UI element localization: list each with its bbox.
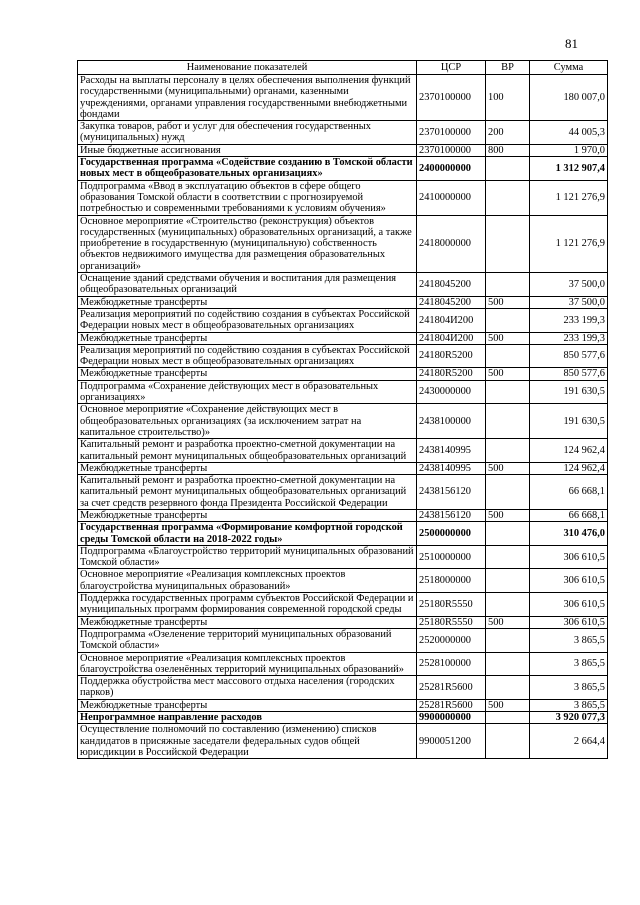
indicator-name-cell: Основное мероприятие «Строительство (реконструкция) объектов государственных (муниципальных) образовательных организаций, а также приобретение в государственную (муниципальную) собственность объектов недвижимого имущества для размещения образовательных организаций» [78, 215, 417, 272]
vr-code-cell [486, 593, 530, 617]
indicator-name-cell: Межбюджетные трансферты [78, 462, 417, 474]
indicator-name-cell: Межбюджетные трансферты [78, 368, 417, 380]
csr-code-cell: 2438156120 [417, 509, 486, 521]
indicator-name-cell: Подпрограмма «Ввод в эксплуатацию объектов в сфере общего образования Томской области в соответствии с прогнозируемой потребностью и современными требованиями к условиям обучения» [78, 180, 417, 215]
vr-code-cell [486, 545, 530, 569]
table-row [78, 569, 608, 593]
indicator-name-cell: Основное мероприятие «Реализация комплексных проектов благоустройства муниципальных образований» [78, 569, 417, 593]
csr-code-cell: 25180R5550 [417, 616, 486, 628]
page-number: 81 [565, 36, 578, 51]
table-header-row [78, 61, 608, 75]
amount-cell: 44 005,3 [530, 121, 608, 145]
csr-code-cell: 2510000000 [417, 545, 486, 569]
vr-code-cell [486, 652, 530, 676]
amount-cell: 850 577,6 [530, 344, 608, 368]
amount-cell: 3 865,5 [530, 628, 608, 652]
table-row [78, 157, 608, 181]
table-row [78, 699, 608, 711]
amount-cell: 180 007,0 [530, 75, 608, 121]
csr-code-cell: 2418000000 [417, 215, 486, 272]
table-row [78, 509, 608, 521]
budget-table [77, 60, 608, 759]
csr-code-cell: 25281R5600 [417, 676, 486, 700]
table-row [78, 380, 608, 404]
csr-code-cell: 24180R5200 [417, 344, 486, 368]
indicator-name-cell: Поддержка государственных программ субъектов Российской Федерации и муниципальных программ формирования современной городской среды [78, 593, 417, 617]
amount-cell: 1 121 276,9 [530, 215, 608, 272]
csr-code-cell: 9900051200 [417, 724, 486, 759]
indicator-name-cell: Основное мероприятие «Сохранение действующих мест в общеобразовательных организациях (за исключением затрат на капитальное строительство)» [78, 404, 417, 439]
indicator-name-cell: Межбюджетные трансферты [78, 509, 417, 521]
vr-code-cell [486, 475, 530, 510]
indicator-name-cell: Поддержка обустройства мест массового отдыха населения (городских парков) [78, 676, 417, 700]
vr-code-cell: 500 [486, 699, 530, 711]
amount-cell: 1 970,0 [530, 144, 608, 156]
indicator-name-cell: Реализация мероприятий по содействию создания в субъектах Российской Федерации новых мест в общеобразовательных организациях [78, 308, 417, 332]
table-row [78, 593, 608, 617]
table-row [78, 75, 608, 121]
amount-cell: 233 199,3 [530, 308, 608, 332]
amount-cell: 124 962,4 [530, 439, 608, 463]
indicator-name-cell: Межбюджетные трансферты [78, 616, 417, 628]
amount-cell: 233 199,3 [530, 332, 608, 344]
csr-code-cell: 2430000000 [417, 380, 486, 404]
indicator-name-cell: Расходы на выплаты персоналу в целях обеспечения выполнения функций государственными (муниципальными) органами, казенными учреждениями, органами управления государственными внебюджетными фондами [78, 75, 417, 121]
column-header-name: Наименование показателей [78, 61, 417, 75]
amount-cell: 306 610,5 [530, 569, 608, 593]
vr-code-cell [486, 724, 530, 759]
table-row [78, 296, 608, 308]
table-row [78, 144, 608, 156]
indicator-name-cell: Оснащение зданий средствами обучения и воспитания для размещения общеобразовательных организаций [78, 273, 417, 297]
table-row [78, 462, 608, 474]
indicator-name-cell: Основное мероприятие «Реализация комплексных проектов благоустройства озеленённых территорий муниципальных образований» [78, 652, 417, 676]
indicator-name-cell: Осуществление полномочий по составлению (изменению) списков кандидатов в присяжные заседатели федеральных судов общей юрисдикции в Российской Федерации [78, 724, 417, 759]
indicator-name-cell: Непрограммное направление расходов [78, 712, 417, 724]
vr-code-cell: 500 [486, 368, 530, 380]
vr-code-cell [486, 344, 530, 368]
vr-code-cell: 500 [486, 509, 530, 521]
table-row [78, 628, 608, 652]
vr-code-cell [486, 439, 530, 463]
table-row [78, 180, 608, 215]
indicator-name-cell: Закупка товаров, работ и услуг для обеспечения государственных (муниципальных) нужд [78, 121, 417, 145]
amount-cell: 306 610,5 [530, 616, 608, 628]
column-header-vr: ВР [486, 61, 530, 75]
table-row [78, 308, 608, 332]
amount-cell: 191 630,5 [530, 404, 608, 439]
table-row [78, 332, 608, 344]
amount-cell: 3 865,5 [530, 652, 608, 676]
vr-code-cell: 500 [486, 616, 530, 628]
amount-cell: 2 664,4 [530, 724, 608, 759]
indicator-name-cell: Подпрограмма «Благоустройство территорий муниципальных образований Томской области» [78, 545, 417, 569]
csr-code-cell: 2438140995 [417, 462, 486, 474]
indicator-name-cell: Иные бюджетные ассигнования [78, 144, 417, 156]
vr-code-cell [486, 215, 530, 272]
vr-code-cell [486, 273, 530, 297]
vr-code-cell [486, 180, 530, 215]
vr-code-cell [486, 569, 530, 593]
csr-code-cell: 2500000000 [417, 522, 486, 546]
csr-code-cell: 2438140995 [417, 439, 486, 463]
vr-code-cell [486, 712, 530, 724]
table-row [78, 545, 608, 569]
amount-cell: 66 668,1 [530, 475, 608, 510]
vr-code-cell: 500 [486, 332, 530, 344]
table-row [78, 273, 608, 297]
vr-code-cell [486, 157, 530, 181]
table-row [78, 712, 608, 724]
indicator-name-cell: Капитальный ремонт и разработка проектно-сметной документации на капитальный ремонт муниципальных общеобразовательных организаций [78, 439, 417, 463]
amount-cell: 37 500,0 [530, 296, 608, 308]
amount-cell: 37 500,0 [530, 273, 608, 297]
indicator-name-cell: Межбюджетные трансферты [78, 332, 417, 344]
csr-code-cell: 25180R5550 [417, 593, 486, 617]
amount-cell: 124 962,4 [530, 462, 608, 474]
vr-code-cell [486, 380, 530, 404]
csr-code-cell: 25281R5600 [417, 699, 486, 711]
csr-code-cell: 2370100000 [417, 75, 486, 121]
vr-code-cell [486, 404, 530, 439]
amount-cell: 3 865,5 [530, 676, 608, 700]
csr-code-cell: 2528100000 [417, 652, 486, 676]
indicator-name-cell: Реализация мероприятий по содействию создания в субъектах Российской Федерации новых мест в общеобразовательных организациях [78, 344, 417, 368]
csr-code-cell: 2518000000 [417, 569, 486, 593]
table-row [78, 344, 608, 368]
table-row [78, 439, 608, 463]
csr-code-cell: 2520000000 [417, 628, 486, 652]
indicator-name-cell: Государственная программа «Формирование комфортной городской среды Томской области на 2018-2022 годы» [78, 522, 417, 546]
table-row [78, 676, 608, 700]
table-row [78, 616, 608, 628]
table-row [78, 368, 608, 380]
table-row [78, 652, 608, 676]
vr-code-cell: 100 [486, 75, 530, 121]
amount-cell: 3 920 077,3 [530, 712, 608, 724]
table-row [78, 404, 608, 439]
vr-code-cell: 500 [486, 296, 530, 308]
vr-code-cell [486, 308, 530, 332]
amount-cell: 191 630,5 [530, 380, 608, 404]
vr-code-cell [486, 628, 530, 652]
vr-code-cell [486, 676, 530, 700]
amount-cell: 306 610,5 [530, 545, 608, 569]
table-row [78, 724, 608, 759]
vr-code-cell: 500 [486, 462, 530, 474]
indicator-name-cell: Межбюджетные трансферты [78, 699, 417, 711]
amount-cell: 850 577,6 [530, 368, 608, 380]
amount-cell: 310 476,0 [530, 522, 608, 546]
column-header-sum: Сумма [530, 61, 608, 75]
vr-code-cell: 200 [486, 121, 530, 145]
csr-code-cell: 2438100000 [417, 404, 486, 439]
amount-cell: 3 865,5 [530, 699, 608, 711]
table-row [78, 215, 608, 272]
csr-code-cell: 2370100000 [417, 144, 486, 156]
indicator-name-cell: Межбюджетные трансферты [78, 296, 417, 308]
csr-code-cell: 9900000000 [417, 712, 486, 724]
csr-code-cell: 2400000000 [417, 157, 486, 181]
table-row [78, 121, 608, 145]
amount-cell: 66 668,1 [530, 509, 608, 521]
csr-code-cell: 24180R5200 [417, 368, 486, 380]
csr-code-cell: 241804И200 [417, 332, 486, 344]
indicator-name-cell: Подпрограмма «Озеленение территорий муниципальных образований Томской области» [78, 628, 417, 652]
csr-code-cell: 2418045200 [417, 273, 486, 297]
table-row [78, 522, 608, 546]
table-row [78, 475, 608, 510]
amount-cell: 1 121 276,9 [530, 180, 608, 215]
csr-code-cell: 2438156120 [417, 475, 486, 510]
vr-code-cell [486, 522, 530, 546]
vr-code-cell: 800 [486, 144, 530, 156]
csr-code-cell: 2370100000 [417, 121, 486, 145]
csr-code-cell: 241804И200 [417, 308, 486, 332]
indicator-name-cell: Подпрограмма «Сохранение действующих мест в образовательных организациях» [78, 380, 417, 404]
indicator-name-cell: Капитальный ремонт и разработка проектно-сметной документации на капитальный ремонт муниципальных общеобразовательных организаций за счет средств резервного фонда Президента Российской Федерации [78, 475, 417, 510]
csr-code-cell: 2418045200 [417, 296, 486, 308]
csr-code-cell: 2410000000 [417, 180, 486, 215]
amount-cell: 306 610,5 [530, 593, 608, 617]
column-header-csr: ЦСР [417, 61, 486, 75]
table-body [78, 75, 608, 759]
indicator-name-cell: Государственная программа «Содействие созданию в Томской области новых мест в общеобразовательных организациях» [78, 157, 417, 181]
amount-cell: 1 312 907,4 [530, 157, 608, 181]
